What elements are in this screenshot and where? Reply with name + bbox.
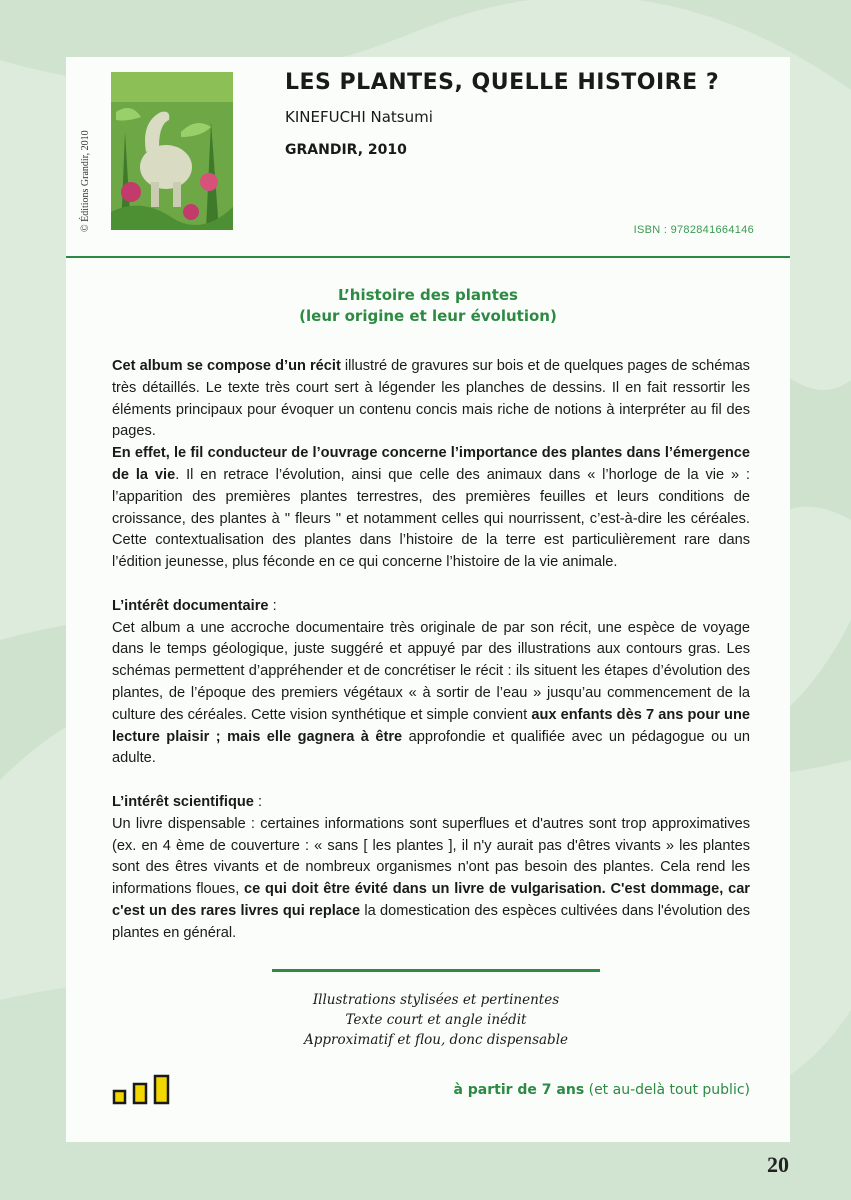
theme-text: . Il en retrace l’évolution, ainsi que celle des animaux dans « l’horloge de la vie » : l’apparition des premières plantes terrestres, des premières feuilles et leurs conditions de croissance, des plantes à " fleurs " et notamment celles qui nourrissent, c’est-à-dire les céréales. Cette contextualisation des plantes dans l’histoire de la terre est particulièrement rare dans l’édition jeunesse, plus féconde en ce qui concerne l’histoire de la vie animale. <box>112 466 750 571</box>
sci-text-2: la domestication des espèces cultivées dans l'évolution des plantes en général. <box>112 902 751 941</box>
review-body <box>112 356 750 945</box>
intro-text: illustré de gravures sur bois et de quelques pages de schémas très détaillés. Le texte très court sert à légender les planches de dessins. Il en fait ressortir les éléments principaux pour évoquer un contenu concis mais riche de notions à interpréter au fil des pages. <box>112 358 750 440</box>
verdict-divider <box>272 969 600 972</box>
paragraph-gap <box>112 574 750 596</box>
book-publisher: GRANDIR, 2010 <box>285 142 407 158</box>
subtitle-line-1: L’histoire des plantes <box>338 286 518 304</box>
paragraph-gap <box>112 770 750 792</box>
image-credit: © Éditions Grandir, 2010 <box>80 130 91 232</box>
intro-bold: Cet album se compose d’un récit <box>112 358 341 374</box>
sci-heading-colon: : <box>253 793 263 810</box>
paragraph-theme <box>112 443 750 574</box>
doc-heading <box>112 596 750 618</box>
book-cover-image <box>111 72 233 230</box>
paragraph-intro <box>112 356 750 443</box>
sci-text-1: Un livre dispensable : certaines informations sont superflues et d'autres sont trop approximatives (ex. en 4 ème de couverture : « sans [ les plantes ], il n'y aurait pas d'êtres vivants » les plantes sont des êtres vivants et de nombreux organismes n'ont pas besoin des plantes. Cela rend les informations floues, <box>112 815 750 898</box>
sci-heading <box>112 792 750 814</box>
book-author: KINEFUCHI Natsumi <box>285 108 433 126</box>
sci-bold: ce qui doit être évité dans un livre de vulgarisation. C'est dommage, car c'est un des rares livres qui replace <box>112 881 750 919</box>
rating-bar-2 <box>134 1084 146 1103</box>
rating-bar-3 <box>155 1076 168 1103</box>
age-bold: à partir de 7 ans <box>453 1082 585 1098</box>
doc-heading-label: L’intérêt documentaire <box>112 597 269 614</box>
book-title: LES PLANTES, QUELLE HISTOIRE ? <box>285 70 720 95</box>
rating-bars-icon <box>112 1074 172 1106</box>
isbn: ISBN : 9782841664146 <box>633 224 754 236</box>
age-rest: (et au-delà tout public) <box>584 1082 750 1098</box>
section-subtitle <box>66 285 790 327</box>
verdict-line-1: Illustrations stylisées et pertinentes <box>312 992 560 1008</box>
page-number: 20 <box>767 1152 789 1177</box>
doc-bold: aux enfants dès 7 ans pour une lecture plaisir ; mais elle gagnera à être <box>112 706 751 745</box>
age-recommendation <box>453 1082 750 1098</box>
subtitle-line-2: (leur origine et leur évolution) <box>299 307 557 325</box>
doc-text-2: approfondie et qualifiée avec un pédagogue ou un adulte. <box>112 728 750 767</box>
theme-bold: En effet, le fil conducteur de l’ouvrage concerne l’importance des plantes dans l’émergence de la vie <box>112 445 750 483</box>
paragraph-scientific <box>112 814 750 945</box>
cover-illustration <box>111 72 233 230</box>
sci-heading-label: L’intérêt scientifique <box>112 793 254 810</box>
verdict-line-3: Approximatif et flou, donc dispensable <box>304 1032 568 1048</box>
doc-heading-colon: : <box>268 597 277 614</box>
header-divider <box>66 256 790 258</box>
verdict-summary <box>66 990 806 1050</box>
doc-text-1: Cet album a une accroche documentaire très originale de par son récit, une espèce de voyage dans le temps géologique, juste suggéré et appuyé par des illustrations aux contours gras. Les schémas permettent d’appréhender et de concrétiser le récit : ils situent les étapes d’évolution des plantes, de l’époque des premiers végétaux « à sortir de l’eau » jusqu’au commencement de la culture des céréales. Cette vision synthétique et simple convient <box>112 619 750 723</box>
paragraph-documentary <box>112 618 750 771</box>
rating-bar-1 <box>114 1091 125 1103</box>
verdict-line-2: Texte court et angle inédit <box>345 1012 527 1028</box>
